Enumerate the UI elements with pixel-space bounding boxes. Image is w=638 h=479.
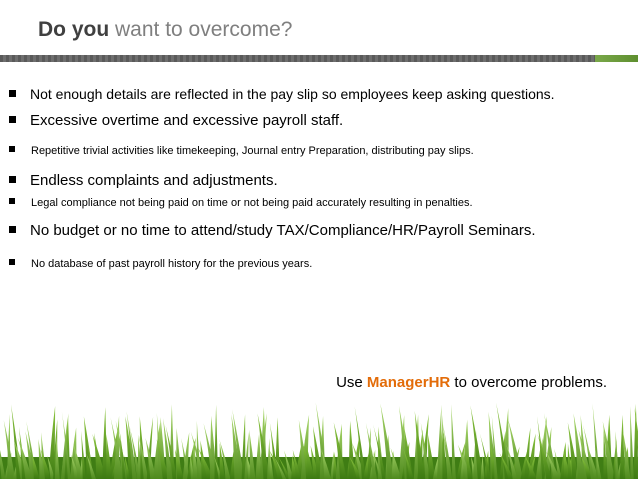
square-bullet-icon — [9, 226, 16, 233]
list-item-text: No database of past payroll history for the previous years. — [31, 258, 313, 270]
list-item-text: Endless complaints and adjustments. — [30, 172, 278, 189]
list-item-text: Legal compliance not being paid on time or not being paid accurately resulting in penalties. — [31, 197, 473, 209]
cta-prefix: Use — [336, 374, 367, 391]
list-item — [9, 222, 536, 239]
list-item — [9, 197, 473, 209]
list-item-text: Excessive overtime and excessive payroll staff. — [30, 112, 344, 129]
square-bullet-icon — [9, 259, 15, 265]
call-to-action — [336, 374, 607, 391]
title-emphasis: Do you — [38, 18, 110, 41]
list-item-text: No budget or no time to attend/study TAX/Compliance/HR/Payroll Seminars. — [30, 222, 536, 239]
list-item — [9, 112, 343, 129]
square-bullet-icon — [9, 176, 16, 183]
list-item-text: Not enough details are reflected in the pay slip so employees keep asking questions. — [30, 86, 555, 102]
list-item — [9, 172, 278, 189]
square-bullet-icon — [9, 90, 16, 97]
list-item — [9, 86, 555, 102]
list-item — [9, 258, 312, 270]
cta-suffix: to overcome problems. — [450, 374, 607, 391]
square-bullet-icon — [9, 198, 15, 204]
grass-decoration — [0, 399, 638, 479]
square-bullet-icon — [9, 146, 15, 152]
brand-name: ManagerHR — [366, 374, 451, 391]
list-item-text: Repetitive trivial activities like timekeeping, Journal entry Preparation, distributing pay slips. — [31, 145, 474, 157]
list-item — [9, 145, 474, 157]
title-rest: want to overcome? — [109, 18, 293, 41]
square-bullet-icon — [9, 116, 16, 123]
